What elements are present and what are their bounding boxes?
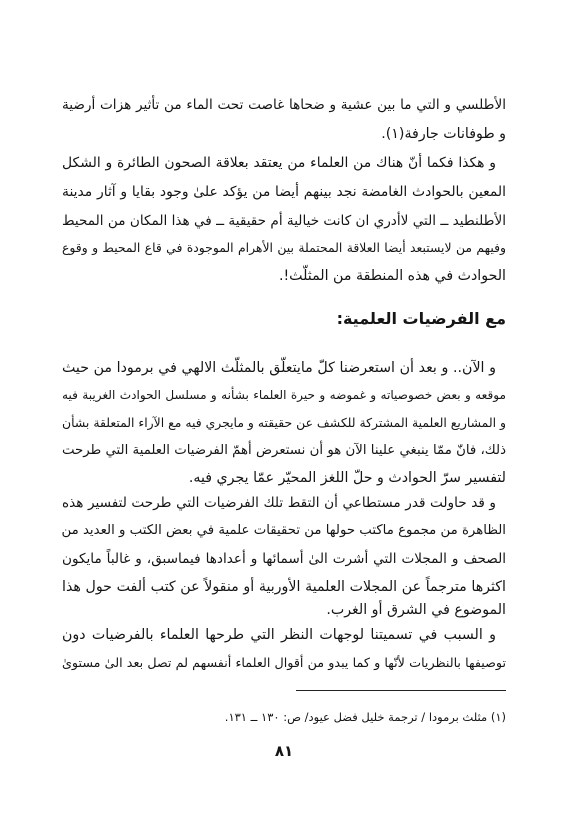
paragraph-2-line-2: المعين بالحوادث الغامضة نجد بينهم أيضا من يؤكد علىٰ وجود بقايا و آثار مدينة — [62, 184, 506, 200]
footnote: (١) مثلث برمودا / ترجمة خليل فضل عيود/ ص: ١٣٠ ــ ١٣١. — [224, 710, 506, 724]
paragraph-2-line-3: الأطلنطيد ــ التي لاأدري ان كانت خيالية أم حقيقية ــ في هذا المكان من المحيط — [62, 213, 506, 229]
section-paragraph-1-line-5: لتفسير سرّ الحوادث و حلّ اللغز المحيّر عمّا يجري فيه. — [188, 470, 506, 486]
section-paragraph-1-line-4: ذلك، فانّ ممّا ينبغي علينا الآن هو أن نستعرض أهمّ الفرضيات العلمية التي طرحت — [62, 443, 506, 458]
section-paragraph-2-line-1: و قد حاولت قدر مستطاعي أن التقط تلك الفرضيات التي طرحت لتفسير هذه — [62, 495, 496, 511]
paragraph-1-line-1: الأطلسي و التي ما بين عشية و ضحاها غاصت تحت الماء من تأثير هزات أرضية — [62, 97, 506, 113]
section-paragraph-1-line-1: و الآن.. و بعد أن استعرضنا كلّ مايتعلّق بالمثلّث الالهي في برمودا من حيث — [62, 360, 496, 376]
section-paragraph-2-line-2: الظاهرة من مجموع ماكتب حولها من تحقيقات علمية في بعض الكتب و العديد من — [61, 523, 506, 538]
paragraph-1-line-2: و طوفانات جارفة(١). — [381, 126, 506, 142]
paragraph-2-line-1: و هكذا فكما أنّ هناك من العلماء من يعتقد بعلاقة الصحون الطائرة و الشكل — [62, 155, 496, 171]
page-number: ٨١ — [274, 742, 294, 760]
footnote-separator — [296, 690, 506, 691]
section-paragraph-3-line-2: توصيفها بالنظريات لأنّها و كما يبدو من أقوال العلماء أنفسهم لم تصل بعد الىٰ مستوىٰ — [62, 655, 506, 670]
section-heading: مع الفرضيات العلمية: — [336, 309, 506, 328]
paragraph-2-line-5: الحوادث في هذه المنطقة من المثلّث!. — [278, 268, 506, 284]
section-paragraph-2-line-3: الصحف و المجلات التي أشرت الىٰ أسمائها و أعدادها فيماسبق، و غالباً مايكون — [62, 551, 506, 567]
section-paragraph-1-line-2: موقعه و بعض خصوصياته و غموضه و حيرة العلماء بشأنه و مسلسل الحوادث الغريبة فيه — [62, 388, 506, 402]
section-paragraph-2-line-4: اكثرها مترجماً عن المجلات العلمية الأوربية أو منقولاً عن كتب ألفت حول هذا — [62, 579, 506, 595]
section-paragraph-3-line-1: و السبب في تسميتنا لوجهات النظر التي طرحها العلماء بالفرضيات دون — [62, 627, 496, 643]
section-paragraph-2-line-5: الموضوع في الشرق أو الغرب. — [326, 602, 506, 618]
book-page — [62, 0, 506, 837]
section-paragraph-1-line-3: و المشاريع العلمية المشتركة للكشف عن حقيقته و مايجري فيه مع الآراء المتعلقة بشأن — [62, 415, 506, 430]
paragraph-2-line-4: وفيهم من لايستبعد أيضا العلاقة المحتملة بين الأهرام الموجودة في قاع المحيط و وقوع — [62, 240, 506, 255]
